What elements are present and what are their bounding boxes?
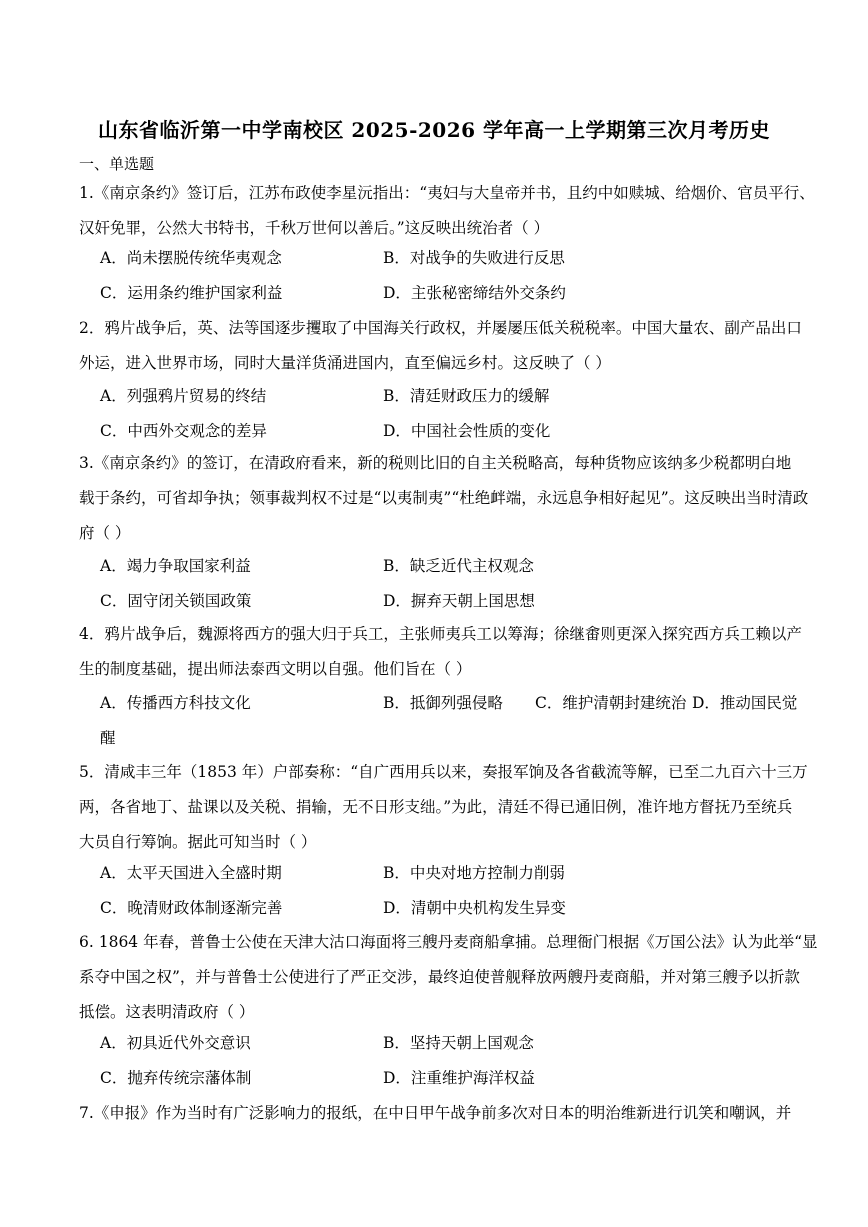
- option-d[interactable]: D．中国社会性质的变化: [383, 422, 551, 440]
- option-c[interactable]: C．抛弃传统宗藩体制: [100, 1069, 252, 1087]
- question-line: 汉奸免罪，公然大书特书，千秋万世何以善后。”这反映出统治者（ ）: [79, 219, 550, 237]
- option-b[interactable]: B．清廷财政压力的缓解: [383, 387, 550, 405]
- option-a[interactable]: A．初具近代外交意识: [100, 1034, 251, 1052]
- question-1-stem: [79, 176, 815, 246]
- section-heading: 一、单选题: [79, 155, 155, 173]
- page-title: 山东省临沂第一中学南校区 2025-2026 学年高一上学期第三次月考历史: [97, 118, 771, 142]
- option-a[interactable]: A．传播西方科技文化: [100, 694, 251, 712]
- question-4-stem: [79, 617, 802, 687]
- option-d[interactable]: D．清朝中央机构发生异变: [383, 899, 566, 917]
- question-line: 系夺中国之权”，并与普鲁士公使进行了严正交涉，最终迫使普舰释放两艘丹麦商船，并对第三艘予以折款: [79, 968, 800, 986]
- question-7-stem: [79, 1096, 791, 1131]
- option-b[interactable]: B．中央对地方控制力削弱: [383, 864, 565, 882]
- question-2-stem: [79, 311, 802, 381]
- option-b[interactable]: B．缺乏近代主权观念: [383, 557, 534, 575]
- option-a[interactable]: A．尚未摆脱传统华夷观念: [100, 249, 282, 267]
- option-d[interactable]: D．注重维护海洋权益: [383, 1069, 535, 1087]
- option-c[interactable]: C．晚清财政体制逐渐完善: [100, 899, 283, 917]
- question-6-stem: [79, 925, 818, 1030]
- question-line: 6. 1864 年春，普鲁士公使在天津大沽口海面将三艘丹麦商船拿捕。总理衙门根据《万国公法》认为此举“显: [79, 933, 818, 951]
- question-line: 2．鸦片战争后，英、法等国逐步攫取了中国海关行政权，并屡屡压低关税税率。中国大量农、副产品出口: [79, 319, 802, 337]
- option-b[interactable]: B．对战争的失败进行反思: [383, 249, 565, 267]
- option-b[interactable]: B．抵御列强侵略: [383, 694, 503, 712]
- question-line: 大员自行筹饷。据此可知当时（ ）: [79, 833, 317, 851]
- question-line: 4．鸦片战争后，魏源将西方的强大归于兵工，主张师夷兵工以筹海；徐继畬则更深入探究西方兵工赖以产: [79, 625, 802, 643]
- question-line: 7.《申报》作为当时有广泛影响力的报纸，在中日甲午战争前多次对日本的明治维新进行讥笑和嘲讽，并: [79, 1104, 792, 1122]
- question-3-stem: [79, 446, 809, 551]
- option-d[interactable]: D．推动国民觉: [692, 694, 798, 712]
- question-line: 1.《南京条约》签订后，江苏布政使李星沅指出：“夷妇与大皇帝并书，且约中如赎城、给烟价、官员平行、: [79, 184, 815, 202]
- question-line: 3.《南京条约》的签订，在清政府看来，新的税则比旧的自主关税略高，每种货物应该纳多少税都明白地: [79, 454, 792, 472]
- question-5-options: [100, 856, 800, 926]
- question-3-options: [100, 549, 800, 619]
- option-a[interactable]: A．列强鸦片贸易的终结: [100, 387, 267, 405]
- question-2-options: [100, 379, 800, 449]
- option-c[interactable]: C．中西外交观念的差异: [100, 422, 267, 440]
- option-d[interactable]: D．主张秘密缔结外交条约: [383, 284, 566, 302]
- question-line: 载于条约，可省却争执；领事裁判权不过是“以夷制夷”“杜绝衅端，永远息争相好起见”。这反映出当时清政: [79, 489, 809, 507]
- option-c[interactable]: C．维护清朝封建统治: [535, 694, 687, 712]
- option-d[interactable]: D．摒弃天朝上国思想: [383, 592, 535, 610]
- question-4-options: [100, 686, 800, 756]
- option-b[interactable]: B．坚持天朝上国观念: [383, 1034, 534, 1052]
- question-5-stem: [79, 755, 808, 860]
- question-6-options: [100, 1026, 800, 1096]
- option-c[interactable]: C．固守闭关锁国政策: [100, 592, 252, 610]
- question-1-options: [100, 241, 800, 311]
- question-line: 抵偿。这表明清政府（ ）: [79, 1003, 255, 1021]
- question-line: 两，各省地丁、盐课以及关税、捐输，无不日形支绌。”为此，清廷不得已通旧例，准许地方督抚乃至统兵: [79, 798, 793, 816]
- option-c[interactable]: C．运用条约维护国家利益: [100, 284, 283, 302]
- question-line: 外运，进入世界市场，同时大量洋货涌进国内，直至偏远乡村。这反映了（ ）: [79, 354, 611, 372]
- option-a[interactable]: A．太平天国进入全盛时期: [100, 864, 282, 882]
- question-line: 府（ ）: [79, 524, 131, 542]
- question-line: 5．清咸丰三年（1853 年）户部奏称：“自广西用兵以来，奏报军饷及各省截流等解，已至二九百六十三万: [79, 763, 808, 781]
- question-line: 生的制度基础，提出师法泰西文明以自强。他们旨在（ ）: [79, 660, 472, 678]
- option-a[interactable]: A．竭力争取国家利益: [100, 557, 251, 575]
- option-d-continuation: 醒: [100, 729, 116, 747]
